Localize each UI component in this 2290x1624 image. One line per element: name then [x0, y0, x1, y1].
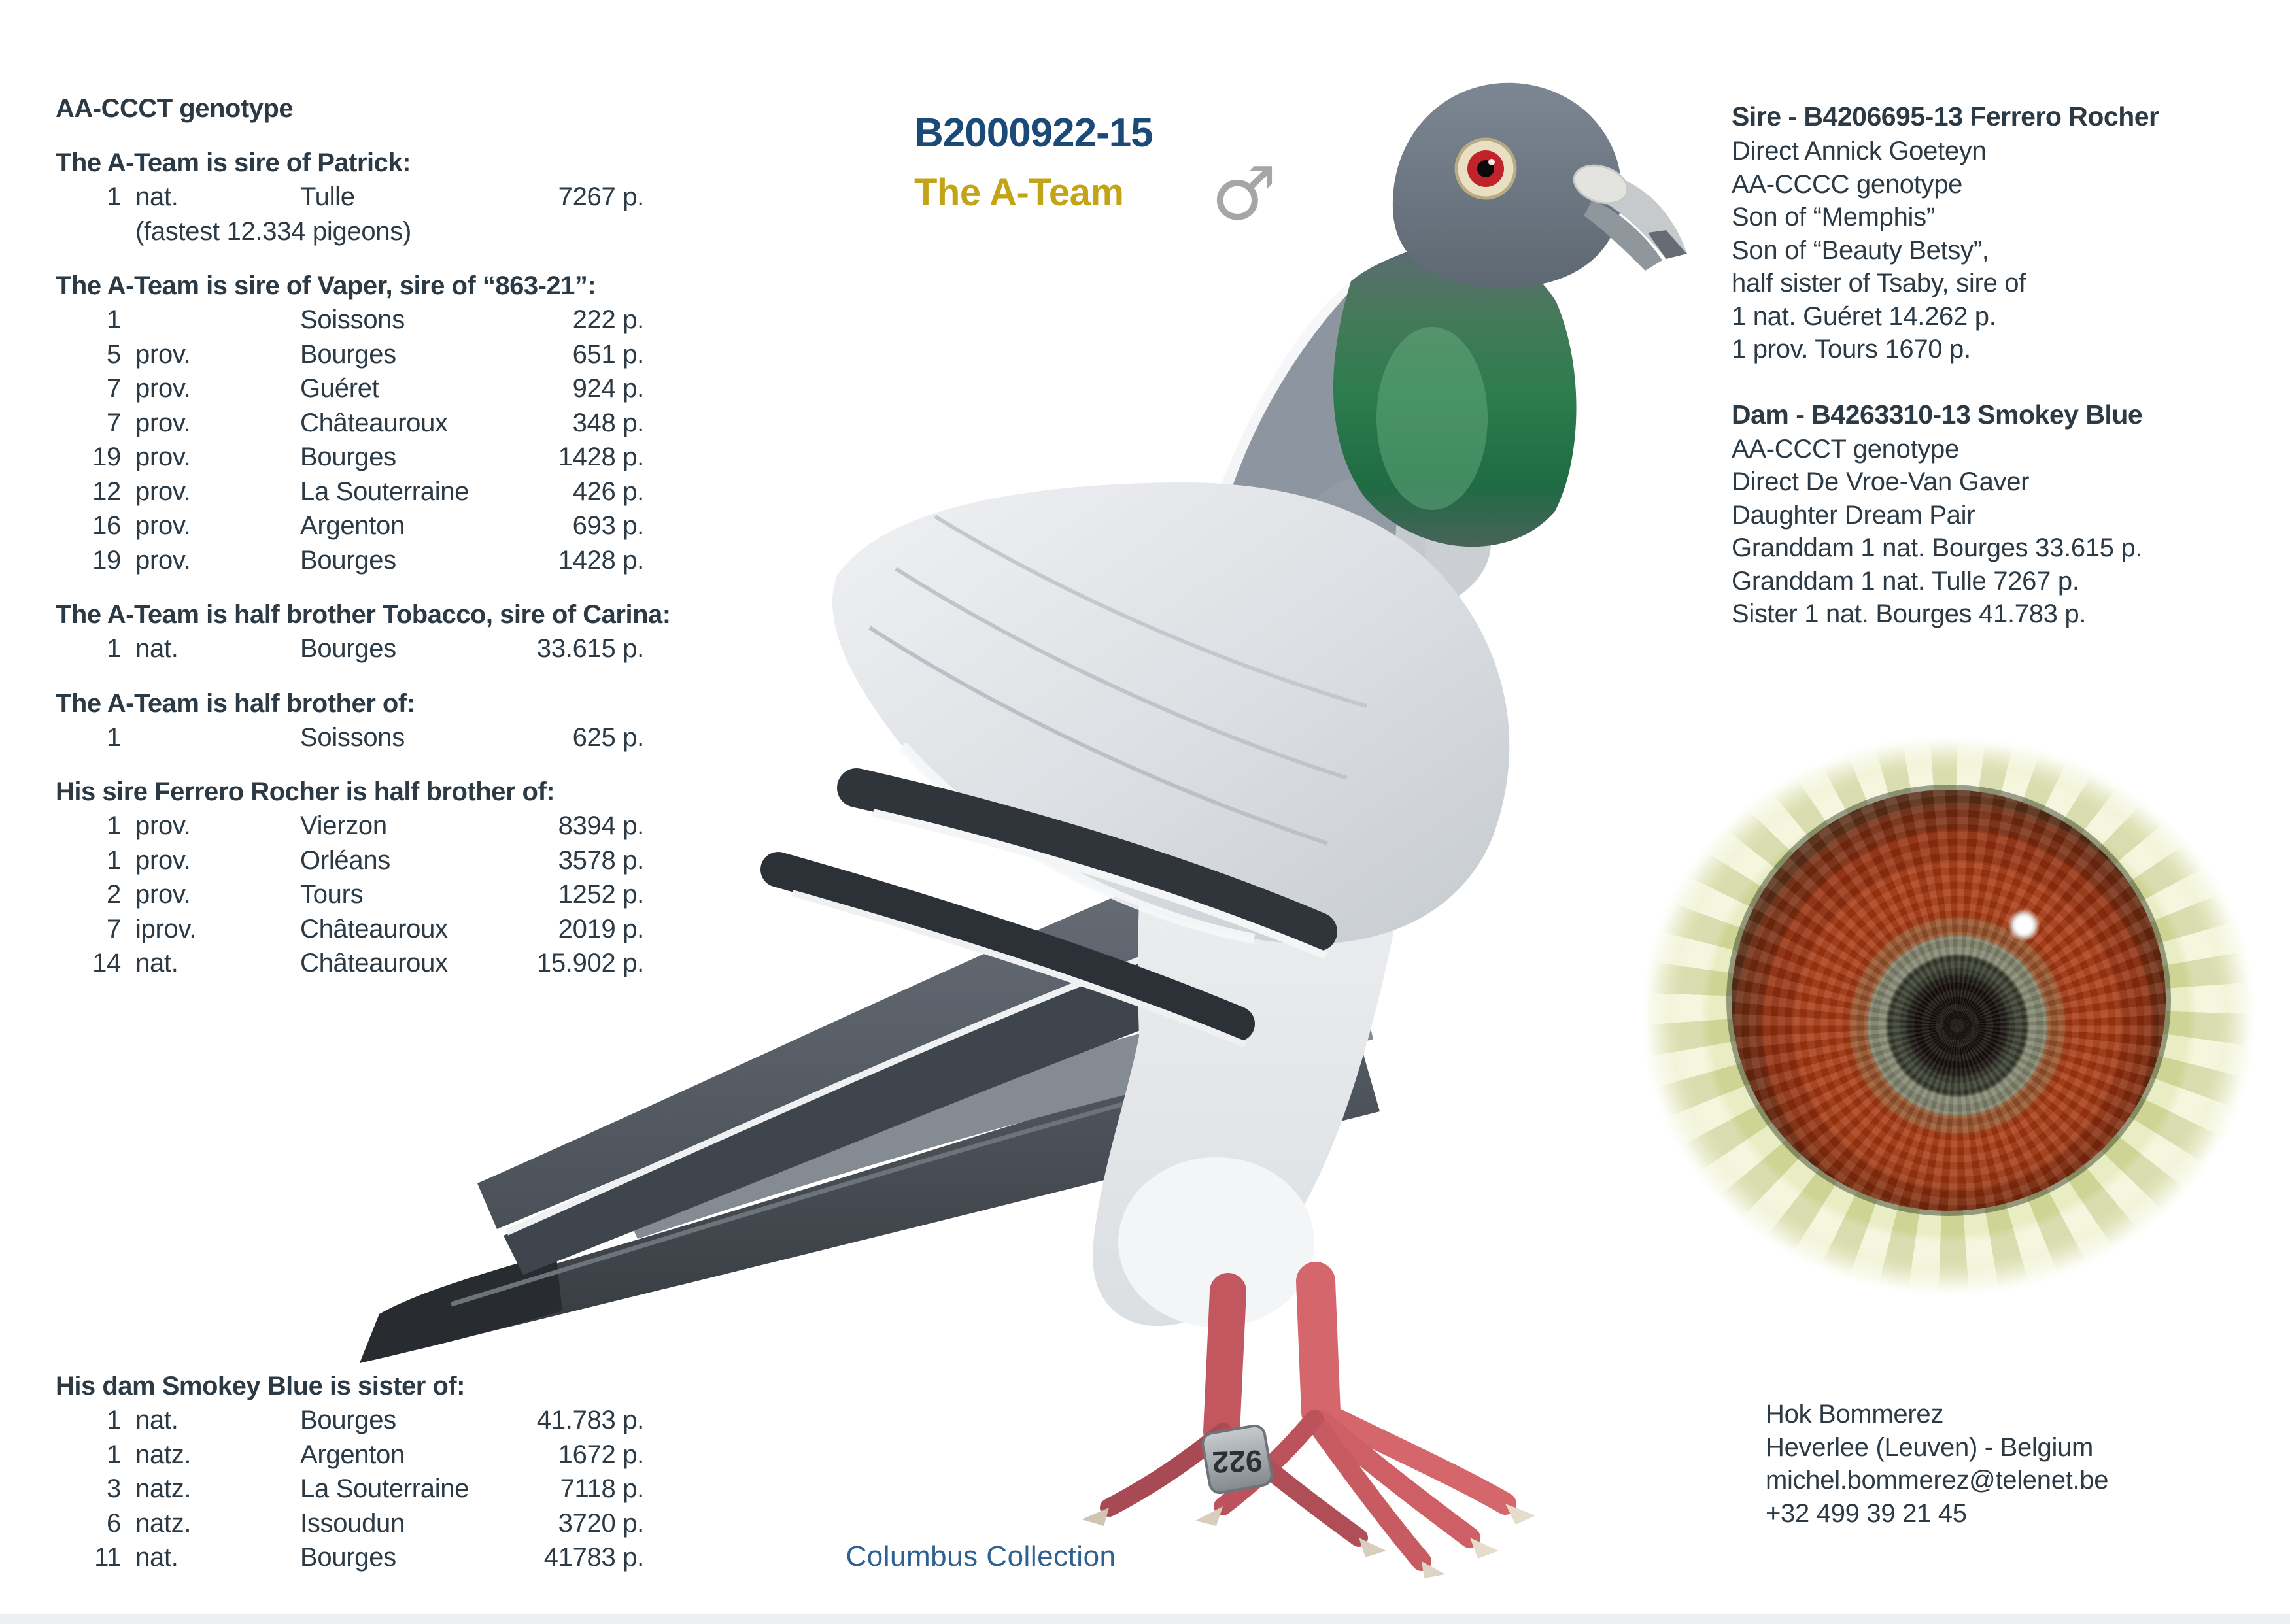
- result-pigeons: 3578 p.: [558, 845, 644, 875]
- left-leg: [1222, 1291, 1228, 1432]
- claw: [1505, 1504, 1535, 1525]
- text-line: Son of “Memphis”: [1732, 203, 1935, 231]
- claw: [1195, 1506, 1223, 1526]
- result-pigeons: 41.783 p.: [536, 1406, 644, 1434]
- result-race: Soissons: [300, 722, 405, 752]
- bird-name: The A-Team: [914, 171, 1124, 214]
- result-position: 19: [92, 545, 121, 575]
- result-position: 19: [92, 443, 121, 471]
- text-line: Granddam 1 nat. Bourges 33.615 p.: [1732, 533, 2143, 562]
- result-pigeons: 222 p.: [572, 305, 644, 334]
- result-level: prov.: [135, 511, 191, 540]
- text-line: half sister of Tsaby, sire of: [1732, 269, 2026, 297]
- result-pigeons: 15.902 p.: [536, 949, 644, 977]
- result-race: Issoudun: [300, 1508, 405, 1538]
- result-pigeons: 426 p.: [572, 477, 644, 506]
- section-note: (fastest 12.334 pigeons): [135, 216, 411, 246]
- result-position: 16: [92, 511, 121, 540]
- result-race: Châteauroux: [300, 408, 448, 437]
- section-heading: The A-Team is sire of Patrick:: [56, 148, 411, 177]
- result-position: 3: [107, 1474, 121, 1503]
- leg-ring: [1201, 1424, 1274, 1494]
- result-level: natz.: [135, 1508, 192, 1538]
- result-position: 1: [107, 845, 121, 875]
- result-race: Argenton: [300, 511, 405, 540]
- section-heading: His dam Smokey Blue is sister of:: [56, 1372, 465, 1400]
- result-pigeons: 348 p.: [572, 408, 644, 437]
- sire-details: [1732, 135, 2242, 366]
- result-pigeons: 1428 p.: [558, 545, 644, 575]
- result-level: natz.: [135, 1474, 192, 1503]
- eye-photo: [1622, 693, 2276, 1314]
- result-position: 14: [92, 949, 121, 977]
- result-level: nat.: [135, 949, 179, 977]
- page-bottom-edge: [0, 1614, 2290, 1624]
- section-heading: The A-Team is half brother Tobacco, sire of Carina:: [56, 600, 671, 629]
- result-race: Bourges: [300, 634, 396, 663]
- result-level: [121, 303, 284, 337]
- result-level: prov.: [135, 443, 191, 471]
- text-line: AA-CCCC genotype: [1732, 169, 1963, 199]
- text-line: Sister 1 nat. Bourges 41.783 p.: [1732, 600, 2087, 628]
- result-race: Vierzon: [300, 811, 387, 840]
- result-position: 7: [107, 914, 121, 943]
- result-race: Tours: [300, 880, 364, 909]
- result-position: 1: [107, 305, 121, 334]
- male-symbol: ♂: [1211, 152, 1277, 237]
- result-position: 5: [107, 339, 121, 369]
- claw: [1359, 1538, 1386, 1557]
- dam-heading: Dam - B4263310-13 Smokey Blue: [1732, 399, 2143, 430]
- result-pigeons: 1672 p.: [558, 1440, 644, 1469]
- result-pigeons: 7267 p.: [558, 182, 644, 211]
- result-race: Tulle: [300, 182, 355, 211]
- dam-details: [1732, 433, 2242, 631]
- result-race: Guéret: [300, 374, 379, 403]
- result-position: 1: [107, 722, 121, 752]
- result-pigeons: 2019 p.: [558, 914, 644, 943]
- sire-heading: Sire - B4206695-13 Ferrero Rocher: [1732, 101, 2159, 131]
- result-level: nat.: [135, 634, 179, 663]
- section-heading: His sire Ferrero Rocher is half brother of:: [56, 777, 555, 806]
- result-position: 1: [107, 1406, 121, 1434]
- ring-number: B2000922-15: [914, 110, 1153, 156]
- result-level: prov.: [135, 477, 191, 506]
- result-position: 11: [94, 1543, 121, 1572]
- result-pigeons: 1252 p.: [558, 880, 644, 909]
- result-level: prov.: [135, 374, 191, 403]
- result-pigeons: 924 p.: [572, 374, 644, 403]
- result-race: Châteauroux: [300, 914, 448, 943]
- result-race: Orléans: [300, 845, 390, 875]
- result-pigeons: 33.615 p.: [536, 634, 644, 663]
- text-line: +32 499 39 21 45: [1766, 1498, 1967, 1528]
- text-line: Hok Bommerez: [1766, 1400, 1944, 1429]
- text-line: Heverlee (Leuven) - Belgium: [1766, 1432, 2094, 1462]
- result-race: Bourges: [300, 1543, 396, 1572]
- result-level: prov.: [135, 339, 191, 369]
- leg-ring-number: 922: [1211, 1444, 1263, 1480]
- result-pigeons: 651 p.: [572, 339, 644, 369]
- result-race: Argenton: [300, 1440, 405, 1469]
- result-position: 12: [92, 477, 121, 506]
- contact-block: [1766, 1398, 2108, 1530]
- result-race: Soissons: [300, 305, 405, 334]
- text-line: Direct Annick Goeteyn: [1732, 137, 1987, 165]
- claw: [1470, 1538, 1499, 1559]
- result-position: 7: [107, 374, 121, 403]
- text-line: Direct De Vroe-Van Gaver: [1732, 467, 2030, 496]
- neck-sheen: [1376, 327, 1488, 510]
- section-heading: The A-Team is half brother of:: [56, 688, 415, 718]
- result-level: [121, 720, 284, 755]
- result-pigeons: 625 p.: [572, 722, 644, 752]
- result-position: 1: [107, 811, 121, 840]
- result-level: prov.: [135, 545, 191, 575]
- result-level: nat.: [135, 1406, 179, 1434]
- result-level: nat.: [135, 1543, 179, 1572]
- result-race: Bourges: [300, 545, 396, 575]
- result-race: Bourges: [300, 443, 396, 471]
- result-level: natz.: [135, 1440, 192, 1469]
- result-pigeons: 1428 p.: [558, 443, 644, 471]
- result-level: iprov.: [135, 914, 197, 943]
- claw: [1082, 1508, 1109, 1526]
- result-position: 1: [107, 634, 121, 663]
- result-race: Bourges: [300, 339, 396, 369]
- right-leg: [1316, 1281, 1321, 1412]
- text-line: Daughter Dream Pair: [1732, 500, 1975, 530]
- text-line: Son of “Beauty Betsy”,: [1732, 235, 1989, 265]
- claw: [1422, 1561, 1445, 1578]
- text-line: michel.bommerez@telenet.be: [1766, 1466, 2109, 1495]
- text-line: Granddam 1 nat. Tulle 7267 p.: [1732, 566, 2079, 596]
- result-pigeons: 8394 p.: [558, 811, 644, 840]
- eye-highlight-dot: [2006, 907, 2042, 943]
- result-position: 1: [107, 182, 121, 211]
- result-level: prov.: [135, 845, 191, 875]
- eye-highlight: [1488, 159, 1495, 165]
- result-position: 7: [107, 408, 121, 437]
- result-level: nat.: [135, 182, 179, 211]
- result-race: La Souterraine: [300, 1474, 470, 1503]
- text-line: AA-CCCT genotype: [1732, 434, 1959, 464]
- result-level: prov.: [135, 408, 191, 437]
- section-heading: The A-Team is sire of Vaper, sire of “863-21”:: [56, 271, 596, 300]
- text-line: 1 nat. Guéret 14.262 p.: [1732, 301, 1996, 331]
- result-level: prov.: [135, 880, 191, 909]
- result-race: Châteauroux: [300, 949, 448, 977]
- result-race: La Souterraine: [300, 477, 470, 506]
- result-level: prov.: [135, 811, 191, 840]
- result-pigeons: 41783 p.: [543, 1543, 644, 1572]
- collection-label: Columbus Collection: [846, 1540, 1116, 1572]
- result-position: 1: [107, 1440, 121, 1469]
- pigeon-photo: [281, 0, 1733, 1608]
- result-position: 2: [107, 880, 121, 909]
- result-race: Bourges: [300, 1406, 396, 1434]
- parents-column: [1732, 98, 2242, 631]
- result-position: 6: [107, 1508, 121, 1538]
- eye-iris-closeup: [1732, 790, 2166, 1211]
- text-line: 1 prov. Tours 1670 p.: [1732, 335, 1971, 364]
- result-pigeons: 3720 p.: [558, 1508, 644, 1538]
- result-pigeons: 7118 p.: [560, 1474, 644, 1503]
- result-pigeons: 693 p.: [572, 511, 644, 540]
- genotype-heading: AA-CCCT genotype: [56, 94, 294, 123]
